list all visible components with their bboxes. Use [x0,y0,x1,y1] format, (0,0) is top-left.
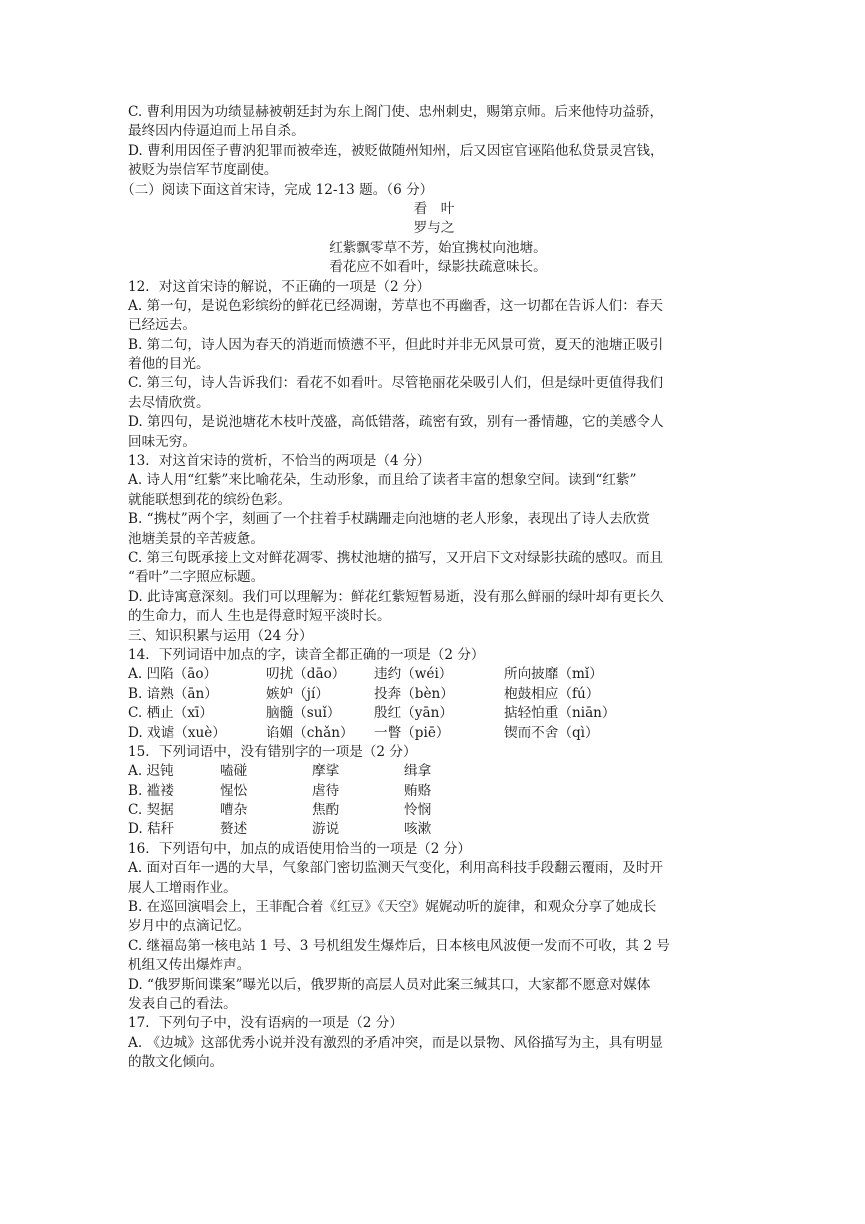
text-line: 罗与之 [413,220,455,237]
text-line: 发表自己的看法。 [128,995,237,1012]
text-line: （二）阅读下面这首宋诗，完成 12-13 题。（6 分） [121,181,434,198]
option-item: 赘述 [220,821,248,838]
text-line: 14．下列词语中加点的字，读音全都正确的一项是（2 分） [128,646,485,663]
text-line: C. 曹利用因为功绩显赫被朝廷封为东上阁门使、忠州刺史，赐第京师。后来他恃功益骄， [128,104,664,120]
text-line: D. “俄罗斯间谍案”曝光以后，俄罗斯的高层人员对此案三缄其口，大家都不愿意对媒体 [128,976,651,993]
text-line: 池塘美景的辛苦疲惫。 [128,530,264,547]
option-item: A. 迟钝 [128,763,174,780]
text-line: 着他的目光。 [128,356,210,373]
option-item: C. 契据 [128,802,174,819]
option-item: B. 谙熟（ān） [128,685,218,702]
q15-options [128,762,740,840]
option-row [128,685,740,704]
text-line: A. 面对百年一遇的大旱，气象部门密切监测天气变化，利用高科技手段翻云覆雨，及时开 [128,860,664,877]
option-item: 违约（wéi） [374,666,453,683]
text-line: B. 在巡回演唱会上，王菲配合着《红豆》《天空》娓娓动听的旋律，和观众分享了她成长 [128,899,657,916]
text-line: C. 第三句，诗人告诉我们：看花不如看叶。尽管艳丽花朵吸引人们，但是绿叶更值得我们 [128,375,664,392]
text-line: 最终因内侍逼迫而上吊自杀。 [128,123,305,140]
option-item: 叨扰（dāo） [266,666,346,683]
text-block-2 [128,840,740,1073]
text-line: A. 第一句，是说色彩缤纷的鲜花已经凋谢，芳草也不再幽香，这一切都在告诉人们：春天 [128,297,664,314]
option-item: 谄媚（chǎn） [266,724,354,741]
text-line: B. “携杖”两个字，刻画了一个拄着手杖蹒跚走向池塘的老人形象，表现出了诗人去欣赏 [128,511,650,528]
text-line: 的散文化倾向。 [128,1054,224,1071]
option-item: 贿赂 [404,782,432,799]
text-line: D. 曹利用因侄子曹汭犯罪而被牵连，被贬做随州知州，后又因宦官诬陷他私贷景灵宫钱， [128,142,664,159]
option-item: D. 秸秆 [128,821,175,838]
text-line: D. 此诗寓意深刻。我们可以理解为：鲜花红紫短暂易逝，没有那么鲜丽的绿叶却有更长久 [128,588,664,605]
option-item: 游说 [312,821,340,838]
option-row [128,665,740,684]
option-item: 锲而不舍（qì） [504,724,599,741]
q15-title: 15．下列词语中，没有错别字的一项是（2 分） [128,743,417,760]
text-line: 看花应不如看叶，绿影扶疏意味长。 [329,259,547,276]
text-line: 红紫飘零草不芳，始宜携杖向池塘。 [329,239,547,256]
option-item: 虐待 [312,782,340,799]
option-item: 嗑碰 [220,763,248,780]
text-line: 看 叶 [413,200,455,217]
text-line: 三、知识积累与运用（24 分） [128,627,313,644]
text-line: 展人工增雨作业。 [128,879,237,896]
text-line: 机组又传出爆炸声。 [128,957,251,974]
option-item: 摩挲 [312,763,340,780]
option-row [128,782,740,801]
text-line: 的生命力，而人 生也是得意时短平淡时长。 [128,608,391,625]
option-item: 一瞥（piē） [374,724,450,741]
option-item: 殷红（yān） [374,705,453,722]
option-item: 投奔（bèn） [374,685,454,702]
option-item: D. 戏谑（xuè） [128,724,226,741]
text-line: 回味无穷。 [128,433,196,450]
option-item: A. 凹陷（āo） [128,666,218,683]
text-line: 被贬为崇信军节度副使。 [128,162,278,179]
text-line: D. 第四句，是说池塘花木枝叶茂盛，高低错落，疏密有致，别有一番情趣，它的美感令人 [128,414,664,431]
exam-page [121,103,740,1073]
option-item: 所向披靡（mǐ） [504,666,603,683]
option-item: 脑髓（suǐ） [266,705,341,722]
text-line: 13．对这首宋诗的赏析，不恰当的两项是（4 分） [128,453,431,470]
option-item: 惺忪 [220,782,248,799]
option-item: 嘈杂 [220,802,248,819]
option-item: 嫉妒（jí） [266,685,329,702]
option-row [128,801,740,820]
text-line: 12．对这首宋诗的解说，不正确的一项是（2 分） [128,278,431,295]
option-row [128,724,740,743]
option-item: 焦酌 [312,802,340,819]
option-item: B. 褴褛 [128,782,174,799]
q14-options [128,665,740,743]
option-row [128,762,740,781]
option-item: 缉拿 [404,763,432,780]
text-line: C. 继福岛第一核电站 1 号、3 号机组发生爆炸后，日本核电风波便一发而不可收，其 2 号 [128,937,670,954]
text-line: 就能联想到花的缤纷色彩。 [128,491,292,508]
option-item: 咳漱 [404,821,432,838]
text-line: 去尽情欣赏。 [128,394,210,411]
text-line: 16．下列语句中，加点的成语使用恰当的一项是（2 分） [128,840,471,857]
text-line: C. 第三句既承接上文对鲜花凋零、携杖池塘的描写，又开启下文对绿影扶疏的感叹。而且 [128,549,664,566]
text-line: 岁月中的点滴记忆。 [128,918,251,935]
text-line: “看叶”二字照应标题。 [128,569,265,586]
option-item: C. 栖止（xī） [128,705,213,722]
option-item: 掂轻怕重（niān） [504,705,616,722]
text-line: 17．下列句子中，没有语病的一项是（2 分） [128,1015,403,1032]
text-line: 已经远去。 [128,317,196,334]
text-line: B. 第二句，诗人因为春天的消逝而愤懑不平，但此时并非无风景可赏，夏天的池塘正吸引 [128,336,664,353]
option-item: 枹鼓相应（fú） [504,685,600,702]
option-item: 怜悯 [404,802,432,819]
option-row [128,820,740,839]
text-line: A. 《边城》这部优秀小说并没有激烈的矛盾冲突，而是以景物、风俗描写为主，具有明显 [128,1034,664,1051]
text-line: A. 诗人用“红紫”来比喻花朵，生动形象，而且给了读者丰富的想象空间。读到“红紫” [128,472,637,489]
text-block [121,103,740,665]
option-row [128,704,740,723]
